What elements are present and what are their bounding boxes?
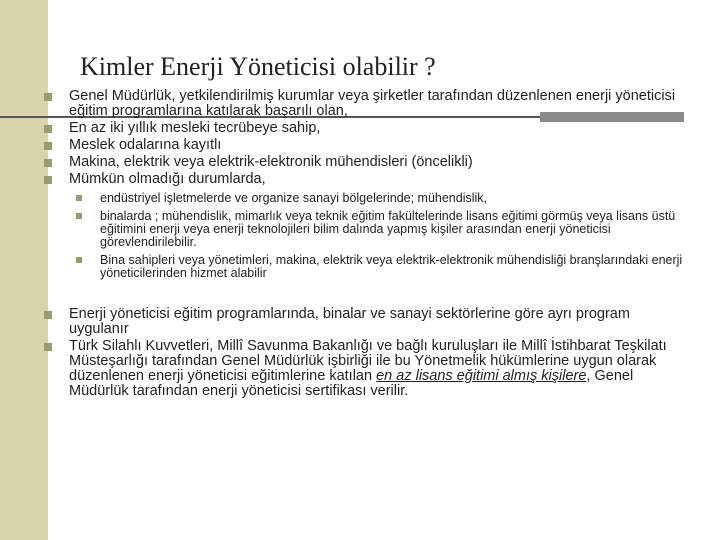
square-bullet-icon bbox=[44, 125, 52, 133]
square-bullet-icon bbox=[44, 176, 52, 184]
slide-title: Kimler Enerji Yöneticisi olabilir ? bbox=[80, 52, 436, 81]
sub-list-item: endüstriyel işletmelerde ve organize sanayi bölgelerinde; mühendislik, bbox=[76, 192, 684, 205]
list-item: En az iki yıllık mesleki tecrübeye sahip, bbox=[44, 121, 684, 136]
square-bullet-icon bbox=[44, 159, 52, 167]
square-bullet-icon bbox=[44, 93, 52, 101]
list-item: Mümkün olmadığı durumlarda, bbox=[44, 172, 684, 187]
list-item: Türk Silahlı Kuvvetleri, Millî Savunma Bakanlığı ve bağlı kuruluşları ile Millî İstihbarat Teşkilatı Müsteşarlığı tarafından Genel Müdürlük işbirliği ile bu Yönetmelik hükümlerine uygun olarak düzenlenen enerji yöneticisi eğitimlerine katılan en az lisans eğitimi almış kişilere, Genel Müdürlük tarafından enerji yöneticisi sertifikası verilir. bbox=[44, 339, 684, 399]
left-decor-bar bbox=[0, 0, 48, 540]
square-bullet-icon bbox=[76, 213, 82, 219]
sub-list bbox=[76, 192, 684, 280]
square-bullet-icon bbox=[44, 142, 52, 150]
list-item: Genel Müdürlük, yetkilendirilmiş kurumlar veya şirketler tarafından düzenlenen enerji yöneticisi eğitim programlarına katılarak başarılı olan, bbox=[44, 89, 684, 119]
slide-content bbox=[44, 89, 684, 401]
square-bullet-icon bbox=[76, 257, 82, 263]
list-item: Meslek odalarına kayıtlı bbox=[44, 138, 684, 153]
square-bullet-icon bbox=[44, 311, 52, 319]
list-item: Enerji yöneticisi eğitim programlarında, binalar ve sanayi sektörlerine göre ayrı program uygulanır bbox=[44, 307, 684, 337]
sub-list-item: Bina sahipleri veya yönetimleri, makina, elektrik veya elektrik-elektronik mühendisliği branşlarındaki enerji yöneticilerinden hizmet alabilir bbox=[76, 254, 684, 280]
square-bullet-icon bbox=[44, 343, 52, 351]
underlined-phrase: en az lisans eğitimi almış kişilere bbox=[376, 368, 587, 384]
list-item: Makina, elektrik veya elektrik-elektronik mühendisleri (öncelikli) bbox=[44, 155, 684, 170]
square-bullet-icon bbox=[76, 195, 82, 201]
sub-list-item: binalarda ; mühendislik, mimarlık veya teknik eğitim fakültelerinde lisans eğitimi görmüş veya lisans üstü eğitimini enerji veya enerji teknolojileri bilim dalında yapmış kişiler arasından enerji yöneticisi görevlendirilebilir. bbox=[76, 210, 684, 249]
